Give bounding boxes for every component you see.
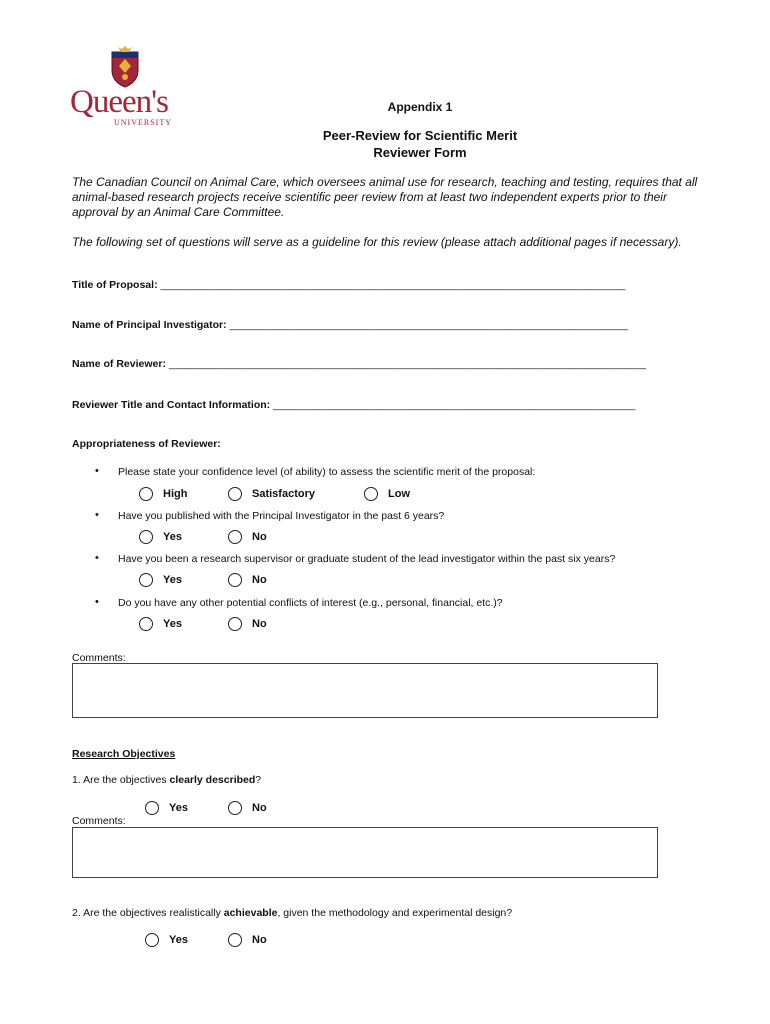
reviewer-contact-field[interactable] [72,399,635,411]
option-label: No [252,934,267,946]
q1-bold: clearly described [169,774,256,786]
queens-logo [70,44,182,132]
option-label: Yes [169,934,188,946]
radio-circle-icon[interactable] [139,487,153,501]
radio-circle-icon[interactable] [228,573,242,587]
form-subtitle: Reviewer Form [373,145,467,160]
radio-high[interactable] [139,487,187,501]
appropriateness-heading: Appropriateness of Reviewer: [72,438,221,450]
reviewer-name-line[interactable]: _______________________________________________________________________________ [168,358,647,370]
option-label: Yes [163,574,182,586]
radio-low[interactable] [364,487,410,501]
radio-clear-yes[interactable] [145,801,188,815]
confidence-question: Please state your confidence level (of ability) to assess the scientific merit of the proposal: [118,466,536,478]
supervisor-question: Have you been a research supervisor or graduate student of the lead investigator within the past six years? [118,553,616,565]
option-label: No [252,531,267,543]
title-of-proposal-field[interactable] [72,279,626,291]
conflict-question: Do you have any other potential conflicts of interest (e.g., personal, financial, etc.)? [118,597,503,609]
radio-circle-icon[interactable] [228,617,242,631]
q1-suffix: ? [255,774,262,786]
option-label: No [252,574,267,586]
radio-achievable-no[interactable] [228,933,267,947]
objectives-achievable-question [72,907,512,919]
objectives-clear-question [72,774,261,786]
title-of-proposal-label: Title of Proposal: [72,279,158,291]
radio-circle-icon[interactable] [145,933,159,947]
radio-supervisor-no[interactable] [228,573,267,587]
crest-icon [110,44,140,88]
title-of-proposal-line[interactable]: _____________________________________________________________________________ [160,279,626,291]
option-label: Yes [163,618,182,630]
option-label: No [252,802,267,814]
appropriateness-comments-box[interactable] [72,663,658,718]
principal-investigator-label: Name of Principal Investigator: [72,319,227,331]
guideline-paragraph: The following set of questions will serve as a guideline for this review (please attach additional pages if necessary). [72,235,682,249]
radio-published-yes[interactable] [139,530,182,544]
radio-circle-icon[interactable] [228,530,242,544]
published-question: Have you published with the Principal Investigator in the past 6 years? [118,510,445,522]
appendix-label: Appendix 1 [387,100,453,114]
radio-circle-icon[interactable] [228,487,242,501]
bullet: • [95,552,99,564]
radio-achievable-yes[interactable] [145,933,188,947]
reviewer-name-label: Name of Reviewer: [72,358,166,370]
logo-wordmark: Queen's [70,84,168,120]
reviewer-name-field[interactable] [72,358,646,370]
radio-circle-icon[interactable] [139,530,153,544]
radio-conflict-yes[interactable] [139,617,182,631]
option-label: Yes [169,802,188,814]
option-label: High [163,488,188,500]
q2-bold: achievable [223,907,278,919]
radio-satisfactory[interactable] [228,487,315,501]
reviewer-contact-label: Reviewer Title and Contact Information: [72,399,271,411]
radio-circle-icon[interactable] [139,617,153,631]
radio-circle-icon[interactable] [364,487,378,501]
radio-circle-icon[interactable] [139,573,153,587]
radio-supervisor-yes[interactable] [139,573,182,587]
radio-circle-icon[interactable] [228,801,242,815]
q2-suffix: , given the methodology and experimental design? [277,907,513,919]
principal-investigator-field[interactable] [72,319,628,331]
radio-circle-icon[interactable] [228,933,242,947]
reviewer-contact-line[interactable]: ____________________________________________________________ [273,399,636,411]
option-label: Satisfactory [252,488,315,500]
form-title: Peer-Review for Scientific Merit [322,128,518,143]
logo-subtext: UNIVERSITY [114,118,172,127]
radio-conflict-no[interactable] [228,617,267,631]
radio-circle-icon[interactable] [145,801,159,815]
bullet: • [95,465,99,477]
objectives-comments-box[interactable] [72,827,658,878]
option-label: No [252,618,267,630]
comments-label: Comments: [72,652,126,664]
intro-paragraph: The Canadian Council on Animal Care, which oversees animal use for research, teaching and testing, requires that all animal-based research projects receive scientific peer review from at least two independent experts prior to their approval by an Animal Care Committee. [72,175,698,219]
research-objectives-heading-text: Research Objectives [72,748,176,760]
bullet: • [95,509,99,521]
bullet: • [95,596,99,608]
research-objectives-heading [72,748,175,760]
radio-published-no[interactable] [228,530,267,544]
radio-clear-no[interactable] [228,801,267,815]
principal-investigator-line[interactable]: __________________________________________________________________ [229,319,629,331]
comments-label: Comments: [72,815,126,827]
q1-prefix: 1. Are the objectives [72,774,170,786]
option-label: Low [388,488,410,500]
q2-prefix: 2. Are the objectives realistically [72,907,224,919]
option-label: Yes [163,531,182,543]
